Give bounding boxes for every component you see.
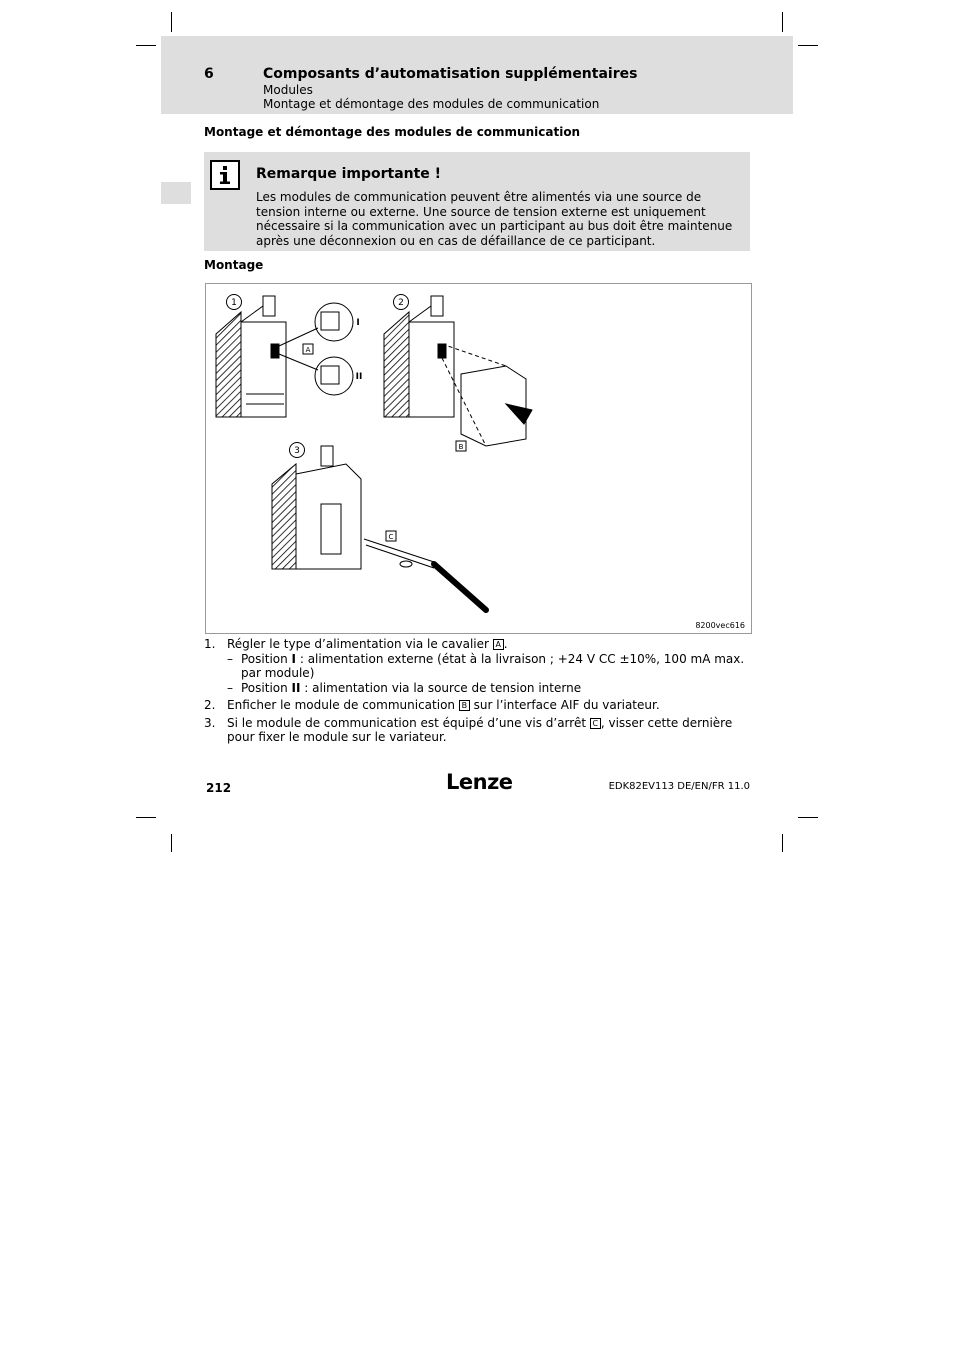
step-3-label: 3: [294, 446, 300, 456]
crop-mark: [171, 834, 172, 852]
callout-C-label: C: [388, 533, 394, 541]
crop-mark: [171, 12, 172, 32]
jumper-position-I: I: [356, 318, 360, 328]
instruction-step-3: 3. Si le module de communication est équipé d’une vis d’arrêt C , visser cette dernière pour fixer le module sur le variateur.: [204, 715, 733, 744]
mounting-illustration: [206, 284, 751, 633]
chapter-title: Composants d’automatisation supplémentaires: [263, 66, 638, 82]
position-II-item: – Position II : alimentation via la source de tension interne: [227, 680, 582, 695]
position-I-item: – Position I : alimentation externe (état à la livraison ; +24 V CC ±10%, 100 mA max. par module): [227, 651, 745, 680]
info-icon: [210, 160, 240, 190]
section-title: Montage et démontage des modules de communication: [204, 125, 581, 139]
instruction-step-1: 1. Régler le type d’alimentation via le cavalier A .: [204, 637, 508, 651]
note-title: Remarque importante !: [256, 166, 442, 182]
crop-mark: [798, 45, 818, 46]
breadcrumb-modules: Modules: [263, 83, 313, 97]
mark-C: C: [590, 718, 601, 729]
callout-B-label: B: [458, 443, 464, 451]
instruction-list: [204, 637, 750, 745]
figure-id: 8200vec616: [695, 621, 745, 630]
side-tab: [161, 182, 191, 204]
page-number: 212: [206, 781, 232, 795]
step-2-label: 2: [398, 298, 404, 308]
breadcrumb-section: Montage et démontage des modules de communication: [263, 97, 600, 111]
document-reference: EDK82EV113 DE/EN/FR 11.0: [608, 781, 750, 792]
crop-mark: [798, 817, 818, 818]
instruction-step-2: 2. Enficher le module de communication B sur l’interface AIF du variateur.: [204, 698, 660, 712]
crop-mark: [136, 45, 156, 46]
mounting-figure: [205, 283, 752, 634]
chapter-number: 6: [204, 66, 214, 82]
lenze-logo: Lenze: [446, 770, 513, 794]
subsection-title: Montage: [204, 258, 264, 272]
callout-A-label: A: [305, 346, 311, 354]
mark-A: A: [493, 639, 504, 650]
crop-mark: [782, 12, 783, 32]
step-1-label: 1: [231, 298, 237, 308]
crop-mark: [782, 834, 783, 852]
jumper-position-II: II: [355, 372, 363, 382]
mark-B: B: [459, 700, 470, 711]
note-text: Les modules de communication peuvent être alimentés via une source de tension interne ou externe. Une source de tension externe est uniquement nécessaire si la communication avec un participant au bus doit être maintenue après une déconnexion ou en cas de défaillance de ce participant.: [256, 190, 733, 248]
crop-mark: [136, 817, 156, 818]
